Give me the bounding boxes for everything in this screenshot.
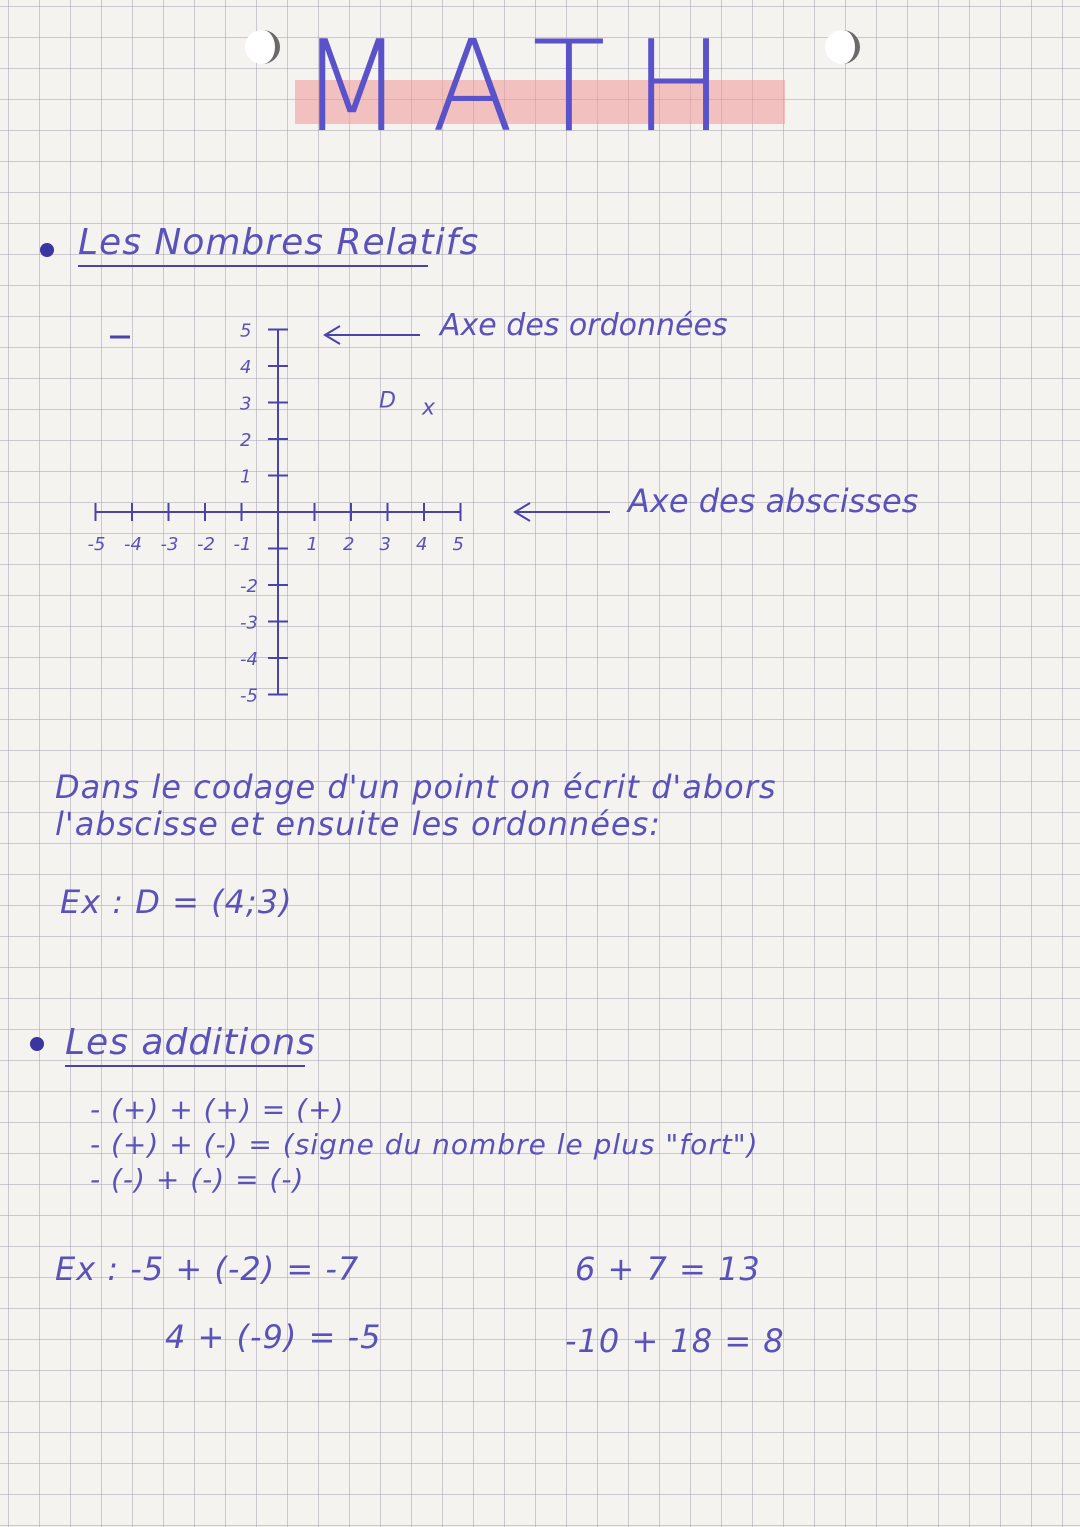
section-heading-relatifs: Les Nombres Relatifs [78, 222, 428, 267]
bullet-icon [30, 1037, 44, 1051]
x-tick-label: -3 [160, 534, 179, 555]
example-coordinates: Ex : D = (4;3) [60, 883, 293, 921]
x-tick-label: -5 [87, 534, 106, 555]
coordinate-graph [0, 290, 1000, 710]
y-tick-label: -4 [240, 649, 258, 670]
rule-3: - (-) + (-) = (-) [90, 1163, 305, 1196]
y-tick-label: -2 [240, 576, 258, 597]
explanation-line-1: Dans le codage d'un point on écrit d'abors [55, 768, 777, 806]
binder-hole [825, 30, 860, 64]
explanation-line-2: l'abscisse et ensuite les ordonnées: [55, 805, 662, 843]
page-title: MATH [300, 14, 752, 161]
y-tick-label: 2 [240, 430, 252, 451]
point-label: D [379, 388, 396, 414]
y-tick-label: 5 [240, 320, 252, 342]
example-left-1: Ex : -5 + (-2) = -7 [55, 1250, 360, 1288]
binder-hole [245, 30, 280, 64]
y-tick-label: 4 [240, 357, 252, 378]
y-axis-label: Axe des ordonnées [440, 308, 728, 343]
section-heading-additions: Les additions [65, 1022, 305, 1067]
x-tick-label: -1 [233, 534, 252, 555]
y-tick-label: 1 [240, 466, 252, 488]
y-tick-label: -3 [240, 612, 258, 634]
point-marker: x [422, 395, 436, 421]
x-tick-label: 3 [379, 534, 391, 555]
y-tick-label: 3 [240, 393, 252, 415]
example-right-1: 6 + 7 = 13 [575, 1250, 761, 1288]
example-left-2: 4 + (-9) = -5 [165, 1318, 382, 1356]
y-tick-label: -5 [240, 685, 258, 707]
rule-1: - (+) + (+) = (+) [90, 1093, 345, 1126]
example-right-2: -10 + 18 = 8 [565, 1322, 785, 1360]
x-tick-label: -4 [124, 534, 142, 555]
rule-2: - (+) + (-) = (signe du nombre le plus "fort") [90, 1128, 759, 1161]
x-tick-label: -2 [197, 534, 215, 555]
x-tick-label: 5 [452, 534, 464, 555]
x-tick-label: 2 [343, 534, 355, 555]
x-tick-label: 1 [306, 534, 318, 555]
x-axis-label: Axe des abscisses [628, 482, 919, 520]
arrow-icon [325, 326, 420, 344]
bullet-icon [40, 243, 54, 257]
arrow-icon [515, 503, 610, 521]
x-tick-label: 4 [416, 534, 428, 555]
